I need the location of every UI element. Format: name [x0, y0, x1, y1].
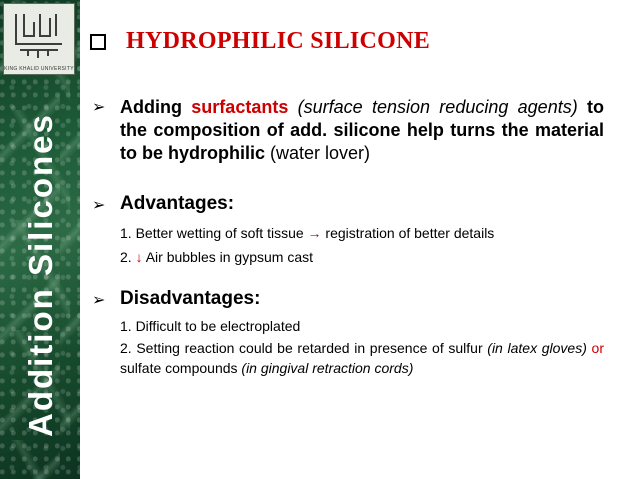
disadvantage-2-text-d: sulfate compounds — [120, 360, 242, 376]
disadvantage-item-2 — [120, 338, 604, 378]
disadvantage-2-text-a: 2. Setting reaction could be retarded in presence of sulfur — [120, 340, 488, 356]
advantages-title: Advantages: — [120, 193, 235, 214]
point1-text-c: to the composition of add. silicone help turns the material to be hydrophilic — [120, 97, 604, 163]
arrow-bullet-icon: ➢ — [92, 292, 106, 309]
arrow-bullet-icon: ➢ — [92, 99, 106, 116]
disadvantages-section — [120, 288, 604, 378]
down-arrow-icon: ↓ — [135, 249, 143, 265]
logo-text: KING KHALID UNIVERSITY — [4, 66, 74, 72]
sidebar — [0, 0, 80, 479]
advantage-item-2 — [120, 247, 604, 267]
heading-text: HYDROPHILIC SILICONE — [126, 28, 431, 54]
vertical-title: Addition Silicones — [22, 113, 59, 437]
right-arrow-icon: → — [307, 225, 322, 241]
disadvantage-item-1: 1. Difficult to be electroplated — [120, 318, 301, 334]
square-bullet-icon — [90, 34, 106, 50]
advantage-2-text-a: 2. — [120, 249, 136, 265]
point1-text-b: (surface tension reducing agents) — [288, 97, 578, 117]
arrow-bullet-icon: ➢ — [92, 197, 106, 214]
disadvantage-2-text-b: (in latex gloves) — [487, 340, 587, 356]
point1-text-a: Adding — [120, 97, 192, 117]
point1-text-d: (water lover) — [265, 143, 371, 163]
disadvantage-2-text-c: or — [586, 340, 604, 356]
point1-keyword: surfactants — [191, 97, 289, 117]
advantages-section — [120, 193, 604, 267]
advantage-1-text-b: registration of better details — [321, 225, 495, 241]
advantage-item-1 — [120, 223, 604, 243]
slide-heading — [90, 28, 430, 55]
university-logo — [3, 3, 75, 75]
advantage-1-text-a: 1. Better wetting of soft tissue — [120, 225, 308, 241]
disadvantage-2-text-e: (in gingival retraction cords) — [241, 360, 414, 376]
disadvantages-title: Disadvantages: — [120, 288, 261, 309]
point-surfactants — [120, 96, 604, 165]
advantage-2-text-b: Air bubbles in gypsum cast — [142, 249, 313, 265]
